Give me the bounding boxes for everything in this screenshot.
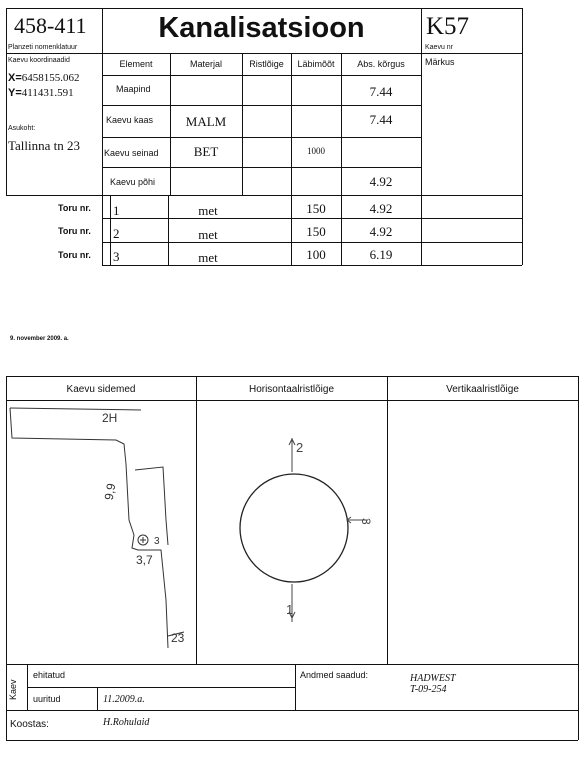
row-element: Kaevu seinad [104,148,159,158]
footer-surveyed-date: 11.2009.a. [103,694,145,705]
row-element: Maapind [116,84,151,94]
row-height: 4.92 [369,174,393,189]
pipe-height: 6.19 [369,247,393,262]
sketch-line [10,408,141,410]
footer-side-label: Kaev [8,679,18,700]
pipe-material: met [198,227,218,242]
pipe-number: 1 [113,203,120,218]
pipe-diameter: 100 [306,247,326,262]
coord-y [8,87,74,99]
horizontal-section-drawing [196,400,387,664]
pipe-3-label: 3 [359,518,373,525]
page-title: Kanalisatsioon [158,12,365,44]
row-height: 7.44 [369,112,393,127]
pipe-label: Toru nr. [58,250,91,260]
row-diameter: 1000 [307,146,325,156]
pipe-label: Toru nr. [58,226,91,236]
row-element: Kaevu kaas [106,115,154,125]
row-material: MALM [185,114,227,129]
col-abs-height: Abs. kõrgus [357,59,405,69]
footer-data-source-1: HADWEST [410,673,456,684]
col-cross-section: Ristlõige [249,59,284,69]
col-diameter: Läbimõõt [297,59,335,69]
well-circle [240,474,348,582]
pipe-material: met [198,203,218,218]
footer-data-label: Andmed saadud: [300,670,369,680]
location-value: Tallinna tn 23 [8,138,81,153]
col-element: Element [119,59,153,69]
date-stamp: 9. november 2009. a. [10,336,69,342]
coord-x-value: 6458155.062 [21,72,80,84]
pipe-1-label: 1 [286,602,294,617]
pipe-2-label: 2 [296,440,304,455]
pipe-diameter: 150 [306,224,326,239]
pipe-label: Toru nr. [58,203,91,213]
sketch-label-2h: 2H [102,411,118,425]
footer-compiled-by: H.Rohulaid [103,717,150,728]
sketch-line [135,467,168,545]
section-connections: Kaevu sidemed [66,384,136,395]
section-horizontal: Horisontaalristlõige [248,384,335,395]
sketch-label-37: 3,7 [136,553,153,567]
pipe-number: 2 [113,226,120,241]
sketch-label-23: 23 [171,631,185,645]
sketch-label-manhole-3: 3 [154,536,160,547]
pipe-height: 4.92 [369,224,393,239]
well-id-label: Kaevu nr [425,44,454,51]
well-id: K57 [426,13,470,40]
location-label: Asukoht: [8,125,36,132]
coord-y-value: 411431.591 [21,87,74,99]
coord-y-prefix: Y= [8,87,22,99]
plan-number: 458-411 [14,13,87,38]
pipe-height: 4.92 [369,201,393,216]
footer-data-source-2: T-09-254 [410,684,447,695]
section-vertical: Vertikaalristlõige [446,384,519,395]
row-element: Kaevu põhi [110,177,156,187]
plan-number-label: Planzeti nomenklatuur [8,44,78,51]
pipe-number: 3 [113,249,120,264]
pipe-diameter: 150 [306,201,326,216]
footer-surveyed-label: uuritud [33,694,61,704]
row-material: BET [193,144,219,159]
coords-label: Kaevu koordinaadid [8,57,70,64]
sketch-label-99: 9,9 [101,482,119,502]
coord-x [8,72,80,84]
sketch-line [10,408,168,648]
footer-built-label: ehitatud [33,670,66,680]
coord-x-prefix: X= [8,72,22,84]
footer-compiled-label: Koostas: [10,719,49,730]
row-height: 7.44 [369,84,393,99]
col-material: Materjal [189,59,222,69]
col-remarks: Märkus [425,57,455,67]
pipe-material: met [198,250,218,265]
connections-sketch [6,400,196,664]
